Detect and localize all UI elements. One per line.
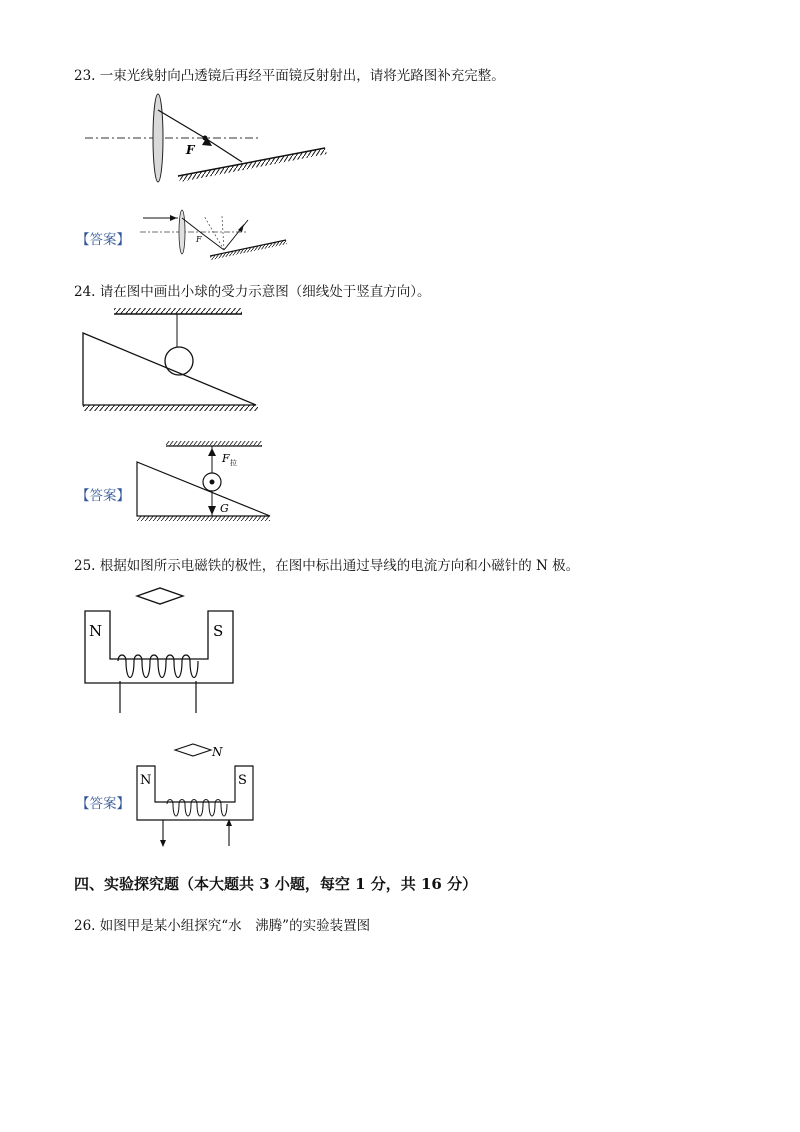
magnetic-needle: [137, 588, 183, 604]
svg-text:G: G: [220, 502, 229, 515]
focus-label: F: [186, 143, 195, 157]
q25-answer-figure: [135, 742, 275, 850]
question-23-text: 23. 一束光线射向凸透镜后再经平面镜反射射出，请将光路图补充完整。: [74, 68, 505, 84]
q24-answer-figure: [134, 440, 274, 522]
convex-lens: [153, 94, 163, 182]
q23-answer-label: 【答案】: [76, 232, 130, 248]
ball: [165, 347, 193, 375]
q23-answer-figure: [138, 206, 288, 258]
question-25-text: 25. 根据如图所示电磁铁的极性，在图中标出通过导线的电流方向和小磁针的 N 极。: [74, 558, 580, 574]
svg-text:N: N: [212, 745, 223, 759]
svg-text:N: N: [140, 773, 152, 788]
svg-text:N: N: [89, 622, 103, 640]
section-4-heading: 四、实验探究题（本大题共 3 小题，每空 1 分，共 16 分）: [74, 875, 478, 893]
q25-figure: [82, 583, 247, 718]
q24-figure: [78, 305, 263, 415]
svg-text:S: S: [213, 622, 224, 640]
svg-text:F: F: [222, 452, 230, 465]
q24-answer-label: 【答案】: [76, 488, 130, 504]
svg-text:S: S: [238, 773, 247, 788]
svg-text:拉: 拉: [230, 459, 237, 467]
question-24-text: 24. 请在图中画出小球的受力示意图（细线处于竖直方向）。: [74, 284, 431, 300]
question-26-text: 26. 如图甲是某小组探究“水 沸腾”的实验装置图: [74, 918, 371, 934]
incline: [83, 333, 256, 405]
q23-figure: [80, 90, 330, 185]
q25-answer-label: 【答案】: [76, 796, 130, 812]
svg-text:F: F: [196, 235, 202, 244]
